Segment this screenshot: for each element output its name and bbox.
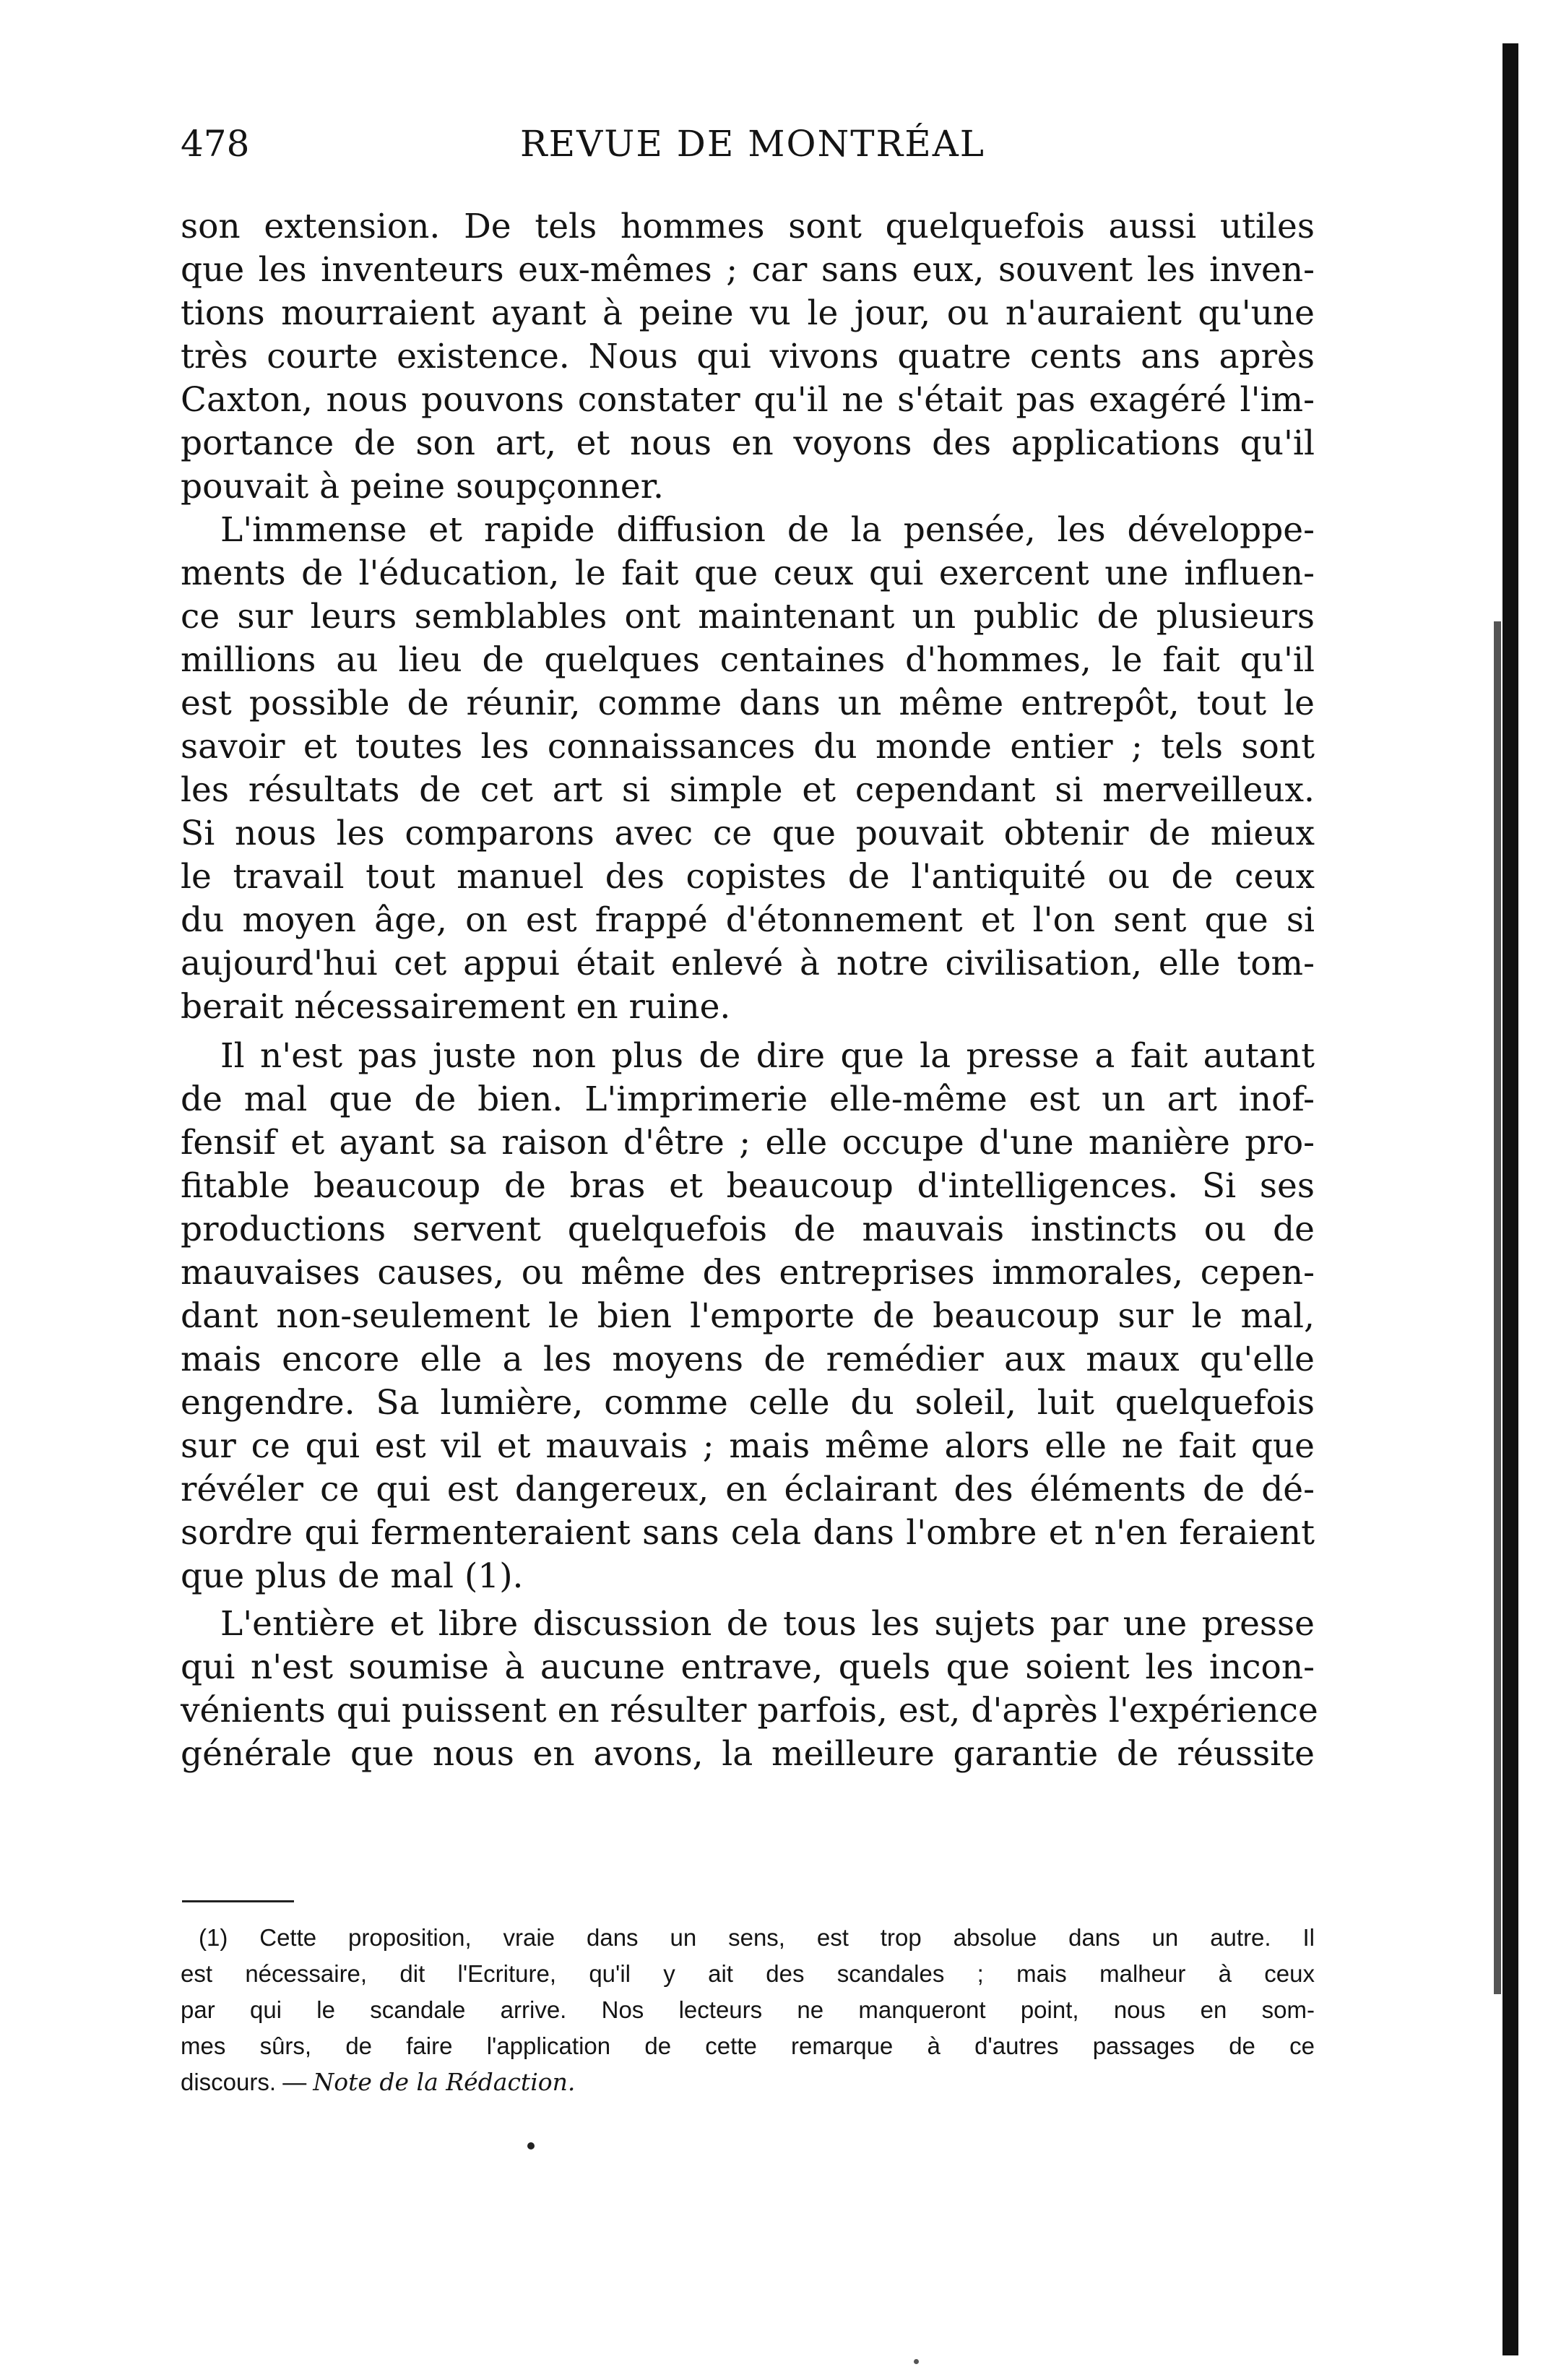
body-line: que les inventeurs eux-mêmes ; car sans eux, souvent les inven-	[181, 250, 1315, 290]
footnote-rule	[182, 1900, 294, 1902]
binding-shadow	[1494, 621, 1501, 1994]
body-line: sordre qui fermenteraient sans cela dans l'ombre et n'en feraient	[181, 1513, 1315, 1553]
page-number: 478	[181, 123, 250, 165]
body-line: savoir et toutes les connaissances du monde entier ; tels sont	[181, 727, 1315, 767]
footnote-line: est nécessaire, dit l'Ecriture, qu'il y ait des scandales ; mais malheur à ceux	[181, 1960, 1315, 1987]
body-line: vénients qui puissent en résulter parfois, est, d'après l'expérience	[181, 1691, 1318, 1730]
body-line: le travail tout manuel des copistes de l'antiquité ou de ceux	[181, 857, 1315, 897]
body-line: révéler ce qui est dangereux, en éclairant des éléments de dé-	[181, 1470, 1315, 1509]
body-line: les résultats de cet art si simple et cependant si merveilleux.	[181, 770, 1315, 810]
body-line: productions servent quelquefois de mauvais instincts ou de	[181, 1210, 1315, 1249]
footnote-line: par qui le scandale arrive. Nos lecteurs ne manqueront point, nous en som-	[181, 1996, 1315, 2023]
footnote-last-line	[181, 2065, 1315, 2100]
body-line: dant non-seulement le bien l'emporte de beaucoup sur le mal,	[181, 1296, 1315, 1336]
body-line: du moyen âge, on est frappé d'étonnement et l'on sent que si	[181, 900, 1315, 940]
body-line: aujourd'hui cet appui était enlevé à notre civilisation, elle tom-	[181, 944, 1315, 983]
body-line: engendre. Sa lumière, comme celle du soleil, luit quelquefois	[181, 1383, 1315, 1423]
paragraph-first-line: L'immense et rapide diffusion de la pensée, les développe-	[220, 510, 1315, 550]
body-line: tions mourraient ayant à peine vu le jour, ou n'auraient qu'une	[181, 293, 1315, 333]
ink-speck	[527, 2142, 535, 2150]
body-line: très courte existence. Nous qui vivons quatre cents ans après	[181, 337, 1315, 376]
running-title: REVUE DE MONTRÉAL	[520, 123, 986, 165]
body-line: fensif et ayant sa raison d'être ; elle occupe d'une manière pro-	[181, 1123, 1315, 1163]
paragraph-first-line: L'entière et libre discussion de tous les sujets par une presse	[220, 1604, 1315, 1644]
body-line: portance de son art, et nous en voyons des applications qu'il	[181, 423, 1315, 463]
body-line: berait nécessairement en ruine.	[181, 987, 731, 1027]
body-line: Caxton, nous pouvons constater qu'il ne s'était pas exagéré l'im-	[181, 380, 1315, 420]
body-line: ments de l'éducation, le fait que ceux qui exercent une influen-	[181, 553, 1315, 593]
body-line: son extension. De tels hommes sont quelquefois aussi utiles	[181, 207, 1315, 246]
editorial-note: Note de la Rédaction.	[313, 2068, 576, 2096]
body-line: millions au lieu de quelques centaines d'hommes, le fait qu'il	[181, 640, 1315, 680]
body-line: que plus de mal (1).	[181, 1556, 524, 1596]
ink-speck	[914, 2359, 919, 2364]
page-header	[181, 123, 1315, 181]
body-line: mais encore elle a les moyens de remédier aux maux qu'elle	[181, 1340, 1315, 1379]
body-line: générale que nous en avons, la meilleure garantie de réussite	[181, 1734, 1315, 1774]
paragraph-first-line: Il n'est pas juste non plus de dire que la presse a fait autant	[220, 1036, 1315, 1076]
body-line: qui n'est soumise à aucune entrave, quels que soient les incon-	[181, 1647, 1315, 1687]
body-line: pouvait à peine soupçonner.	[181, 467, 664, 506]
body-line: est possible de réunir, comme dans un même entrepôt, tout le	[181, 684, 1315, 723]
footnote-line: mes sûrs, de faire l'application de cette remarque à d'autres passages de ce	[181, 2032, 1315, 2059]
body-line: Si nous les comparons avec ce que pouvait obtenir de mieux	[181, 814, 1315, 853]
body-line: sur ce qui est vil et mauvais ; mais même alors elle ne fait que	[181, 1426, 1315, 1466]
body-line: de mal que de bien. L'imprimerie elle-même est un art inof-	[181, 1079, 1315, 1119]
body-line: fitable beaucoup de bras et beaucoup d'intelligences. Si ses	[181, 1166, 1315, 1206]
footnote-line: (1) Cette proposition, vraie dans un sens, est trop absolue dans un autre. Il	[199, 1924, 1315, 1951]
body-line: ce sur leurs semblables ont maintenant un public de plusieurs	[181, 597, 1315, 637]
binding-edge	[1502, 43, 1518, 2355]
footnote-text: discours. —	[181, 2069, 314, 2095]
body-line: mauvaises causes, ou même des entreprises immorales, cepen-	[181, 1253, 1315, 1293]
